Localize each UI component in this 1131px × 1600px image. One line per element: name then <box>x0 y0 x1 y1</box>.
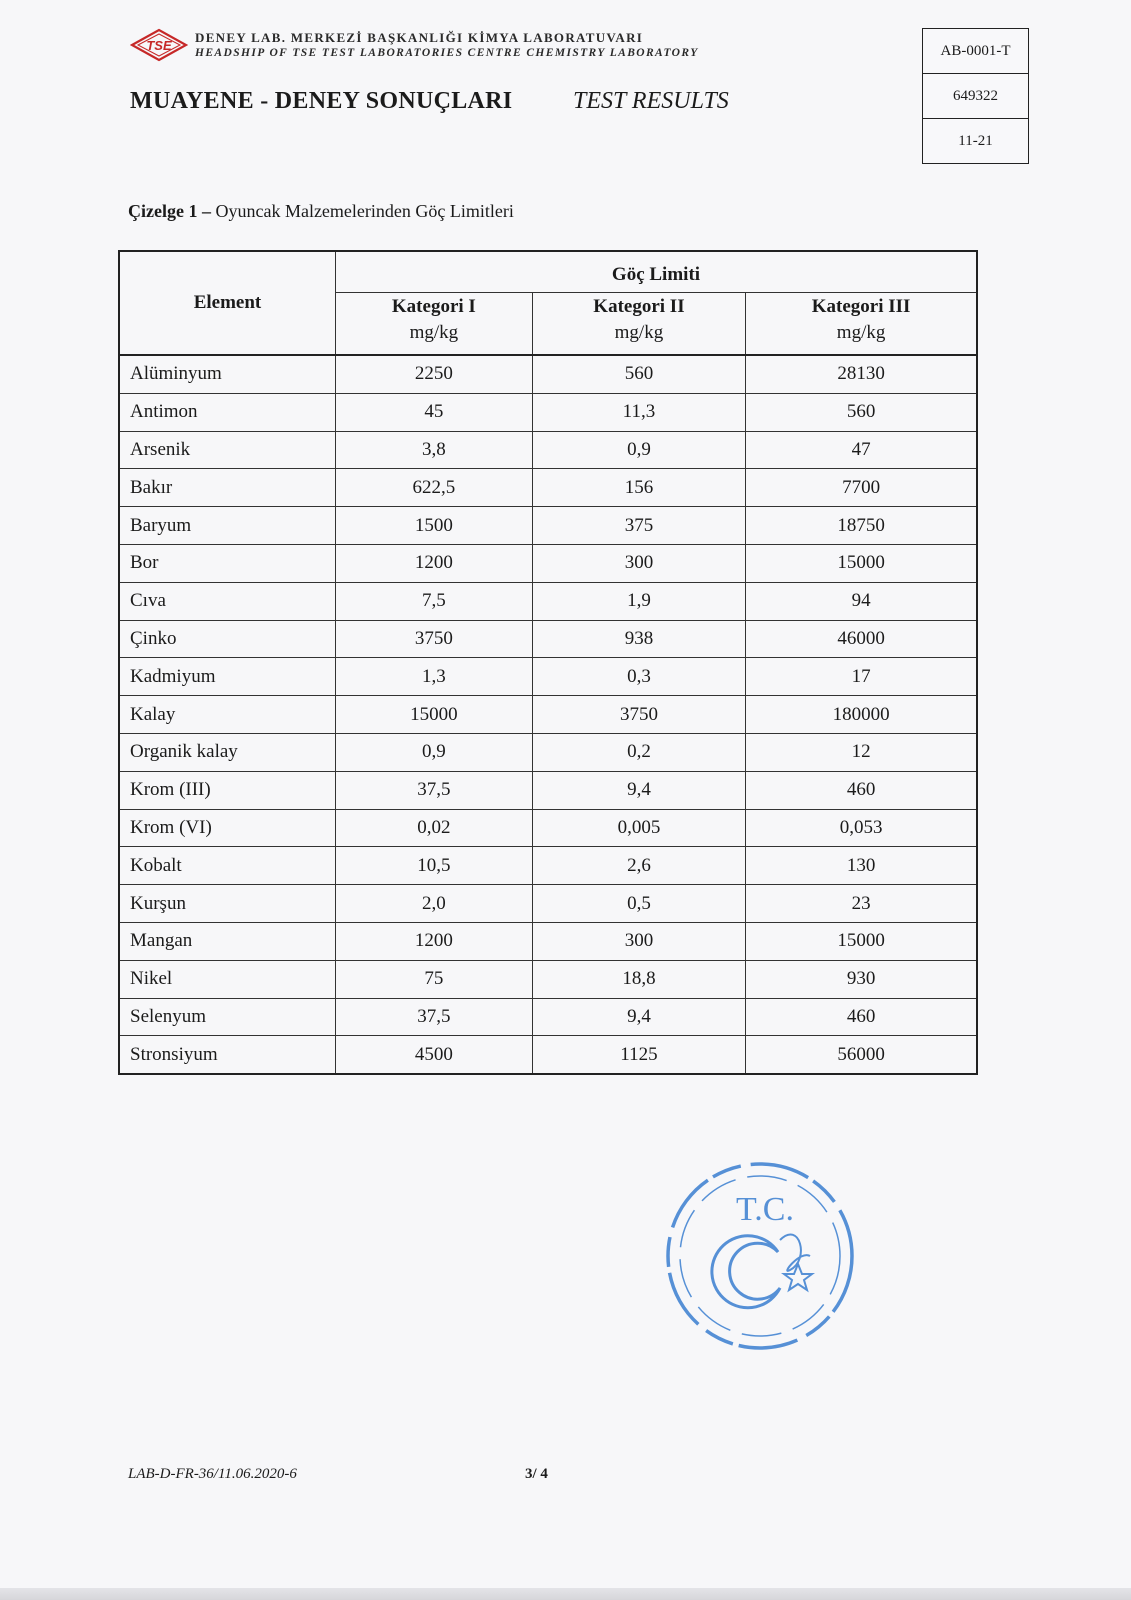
cell-category-3: 15000 <box>746 922 977 960</box>
cell-element: Kobalt <box>119 847 336 885</box>
page-title-en: TEST RESULTS <box>573 88 729 114</box>
table-row <box>119 355 977 393</box>
cell-category-1: 45 <box>336 393 533 431</box>
cell-category-1: 10,5 <box>336 847 533 885</box>
cell-element: Çinko <box>119 620 336 658</box>
seal-text: T.C. <box>736 1191 794 1228</box>
cell-category-3: 47 <box>746 431 977 469</box>
lab-name-tr: DENEY LAB. MERKEZİ BAŞKANLIĞI KİMYA LABORATUVARI <box>195 30 644 45</box>
header-category-2: Kategori II mg/kg <box>532 293 745 356</box>
cell-element: Selenyum <box>119 998 336 1036</box>
table-row <box>119 469 977 507</box>
cell-category-3: 46000 <box>746 620 977 658</box>
cell-category-2: 0,005 <box>532 809 745 847</box>
cell-element: Mangan <box>119 922 336 960</box>
cell-category-1: 37,5 <box>336 998 533 1036</box>
table-row <box>119 847 977 885</box>
cell-category-1: 622,5 <box>336 469 533 507</box>
cell-category-1: 7,5 <box>336 582 533 620</box>
cell-category-2: 2,6 <box>532 847 745 885</box>
header-category-1: Kategori I mg/kg <box>336 293 533 356</box>
cell-element: Antimon <box>119 393 336 431</box>
cell-category-2: 9,4 <box>532 771 745 809</box>
caption-text: Oyuncak Malzemelerinden Göç Limitleri <box>210 201 514 221</box>
cell-category-3: 560 <box>746 393 977 431</box>
footer-page-number: 3/ 4 <box>525 1466 548 1482</box>
cell-category-3: 7700 <box>746 469 977 507</box>
table-row <box>119 809 977 847</box>
cell-category-3: 23 <box>746 885 977 923</box>
cell-category-1: 15000 <box>336 696 533 734</box>
migration-limits-table <box>118 250 978 1075</box>
cell-category-2: 18,8 <box>532 960 745 998</box>
doc-code: AB-0001-T <box>923 29 1028 74</box>
table-row <box>119 922 977 960</box>
cell-category-3: 15000 <box>746 544 977 582</box>
cell-category-1: 1200 <box>336 922 533 960</box>
table-row <box>119 771 977 809</box>
table-row <box>119 998 977 1036</box>
cell-category-1: 1200 <box>336 544 533 582</box>
cell-category-2: 9,4 <box>532 998 745 1036</box>
cell-category-3: 180000 <box>746 696 977 734</box>
cell-element: Kadmiyum <box>119 658 336 696</box>
cell-category-2: 560 <box>532 355 745 393</box>
cell-element: Kurşun <box>119 885 336 923</box>
page-title-tr: MUAYENE - DENEY SONUÇLARI <box>130 88 513 114</box>
cell-category-3: 12 <box>746 733 977 771</box>
cell-category-2: 375 <box>532 507 745 545</box>
cell-category-1: 2,0 <box>336 885 533 923</box>
cell-category-2: 11,3 <box>532 393 745 431</box>
header-element: Element <box>119 251 336 355</box>
cell-element: Krom (III) <box>119 771 336 809</box>
document-reference-box <box>922 28 1029 164</box>
table-row <box>119 544 977 582</box>
cell-category-1: 3750 <box>336 620 533 658</box>
cell-category-1: 4500 <box>336 1036 533 1074</box>
cell-element: Kalay <box>119 696 336 734</box>
cell-element: Cıva <box>119 582 336 620</box>
cell-category-2: 0,9 <box>532 431 745 469</box>
cell-category-2: 1125 <box>532 1036 745 1074</box>
cell-element: Organik kalay <box>119 733 336 771</box>
table-row <box>119 431 977 469</box>
footer-form-code: LAB-D-FR-36/11.06.2020-6 <box>128 1466 297 1482</box>
lab-name-en: HEADSHIP OF TSE TEST LABORATORIES CENTRE CHEMISTRY LABORATORY <box>195 47 699 59</box>
cell-category-3: 17 <box>746 658 977 696</box>
caption-label: Çizelge 1 – <box>128 201 211 221</box>
cell-category-2: 0,2 <box>532 733 745 771</box>
table-row <box>119 393 977 431</box>
cell-category-1: 1500 <box>336 507 533 545</box>
cell-category-1: 2250 <box>336 355 533 393</box>
cell-element: Krom (VI) <box>119 809 336 847</box>
cell-element: Nikel <box>119 960 336 998</box>
table-row <box>119 620 977 658</box>
page-edge <box>0 1588 1131 1600</box>
cell-category-3: 94 <box>746 582 977 620</box>
table-caption <box>128 201 514 222</box>
table-row <box>119 582 977 620</box>
cell-category-3: 460 <box>746 771 977 809</box>
cell-category-3: 130 <box>746 847 977 885</box>
header-category-3: Kategori III mg/kg <box>746 293 977 356</box>
table-row <box>119 658 977 696</box>
cell-category-3: 460 <box>746 998 977 1036</box>
table-row <box>119 696 977 734</box>
table-row <box>119 1036 977 1074</box>
cell-category-1: 75 <box>336 960 533 998</box>
migration-limit-label: Göç Limiti <box>611 264 701 285</box>
cell-category-2: 0,3 <box>532 658 745 696</box>
report-date-code: 11-21 <box>958 132 993 149</box>
cell-category-3: 18750 <box>746 507 977 545</box>
table-row <box>119 885 977 923</box>
cell-category-1: 3,8 <box>336 431 533 469</box>
cell-element: Bakır <box>119 469 336 507</box>
cell-category-2: 300 <box>532 544 745 582</box>
cell-element: Bor <box>119 544 336 582</box>
cell-category-3: 930 <box>746 960 977 998</box>
cell-category-1: 1,3 <box>336 658 533 696</box>
report-number: 649322 <box>923 74 1028 119</box>
cell-category-2: 0,5 <box>532 885 745 923</box>
cell-category-1: 0,02 <box>336 809 533 847</box>
table-row <box>119 507 977 545</box>
cell-category-2: 938 <box>532 620 745 658</box>
cell-category-1: 37,5 <box>336 771 533 809</box>
table-body <box>119 355 977 1074</box>
tse-logo <box>130 28 188 62</box>
table-row <box>119 960 977 998</box>
cell-category-2: 1,9 <box>532 582 745 620</box>
cell-element: Stronsiyum <box>119 1036 336 1074</box>
table-row <box>119 733 977 771</box>
official-seal <box>660 1160 860 1360</box>
cell-category-2: 300 <box>532 922 745 960</box>
cell-element: Alüminyum <box>119 355 336 393</box>
cell-category-2: 3750 <box>532 696 745 734</box>
cell-category-3: 0,053 <box>746 809 977 847</box>
cell-category-1: 0,9 <box>336 733 533 771</box>
cell-category-3: 28130 <box>746 355 977 393</box>
cell-element: Arsenik <box>119 431 336 469</box>
cell-category-3: 56000 <box>746 1036 977 1074</box>
cell-element: Baryum <box>119 507 336 545</box>
header-migration-limit <box>336 251 978 293</box>
cell-category-2: 156 <box>532 469 745 507</box>
logo-text: TSE <box>146 38 172 53</box>
